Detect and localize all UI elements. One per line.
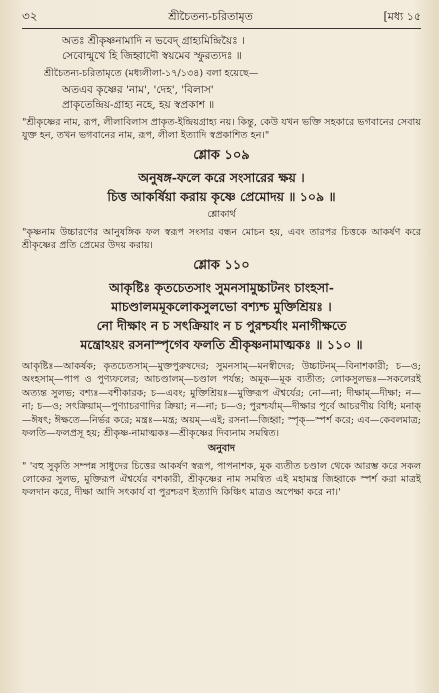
book-title: শ্রীচৈতন্য-চরিতামৃত [168,10,253,23]
sloka-110-label: অনুবাদ [208,443,235,455]
sloka-110-translation: " 'বহু সুকৃতি সম্পন্ন সাধুদের চিত্তের আকর্ষণ স্বরূপ, পাপনাশক, মূক ব্যতীত চণ্ডাল থেকে আরম্ভ করে সকল লোকের সুলভ, মুক্তিরূপ ঐশ্বর্যের বশকারী, শ্রীকৃষ্ণের নাম সমন্বিত এই মহামন্ত্র জিহ্বাকে স্পর্শ করা মাত্রই ফলদান করে, দীক্ষা আদি সৎকার্য বা পুরশ্চরণ ইত্যাদি কিঞ্চিৎ মাত্রও অপেক্ষা করে না।' [22,461,421,499]
quote-line: অতঃ শ্রীকৃষ্ণনামাদি ন ভবেদ্ গ্রাহ্যমিন্দ্রিয়ৈঃ । [62,35,245,47]
sloka-110-line: নো দীক্ষাং ন চ সৎক্রিয়াং ন চ পুরশ্চর্যাং মনাগীক্ষতে [96,318,347,333]
page-number: ৩২ [22,9,38,23]
sloka-109-line: অনুষঙ্গ-ফলে করে সংসারের ক্ষয় । [138,170,305,185]
purport-paragraph: "শ্রীকৃষ্ণের নাম, রূপ, লীলাবিলাস প্রাকৃত-ইন্দ্রিয়গ্রাহ্য নয়। কিন্তু, কেউ যখন ভক্তি সহকারে ভগবানের সেবায় যুক্ত হন, তখন ভগবানের নাম, রূপ, লীলা ইত্যাদি স্বপ্রকাশিত হন।" [22,117,421,141]
word-meanings: আকৃষ্টিঃ—আকর্ষক; কৃতচেতসাম্—মুক্তপুরুষদের; সুমনসাম্—মনস্বীদের; উচ্চাটনম্—বিনাশকারী; চ—ও; অংহসাম্—পাপ ও পুণ্যফলের; আচণ্ডালম্—চণ্ডাল পর্যন্ত; অমূক—মূক ব্যতীত; লোকসুলভঃ—সকলেরই অত্যন্ত সুলভ; বশ্যঃ—বশীকারক; চ—এবং; মুক্তিশ্রিয়ঃ—মুক্তিরূপ ঐশ্বর্যের; নো—না; দীক্ষাম্—দীক্ষা; ন—না; চ—ও; সৎক্রিয়াম্—পুণ্যাচরণাদির ক্রিয়া; ন—না; চ—ও; পুরশ্চর্যাম্—দীক্ষার পূর্বে আচরণীয় বিধি; মনাক্—ঈষৎ; ঈক্ষতে—নির্ভর করে; মন্ত্রঃ—মন্ত্র; অয়ম্—এই; রসনা—জিহ্বা; স্পৃক্—স্পর্শ করে; এব—কেবলমাত্র; ফলতি—ফলপ্রসূ হয়; শ্রীকৃষ্ণ-নামাত্মকঃ—শ্রীকৃষ্ণের দিব্যনাম সমন্বিত। [22,361,421,440]
sloka-110-line: মাচণ্ডালমমূকলোকসুলভো বশ্যশ্চ মুক্তিশ্রিয়ঃ । [111,299,332,314]
sloka-110-line: আকৃষ্টিঃ কৃতচেতসাং সুমনসামুচ্চাটনং চাংহসা- [109,280,334,295]
sloka-109-heading: শ্লোক ১০৯ [193,148,250,163]
page-header [22,8,421,26]
sloka-109-line: চিত্ত আকর্ষিয়া করায় কৃষ্ণে প্রেমোদয় ॥ ১০৯ ॥ [107,189,336,204]
quote-line: সেবোন্মুখে হি জিহ্বাদৌ স্বয়মেব স্ফুরত্যদঃ ॥ [62,50,242,62]
sloka-109-label: শ্লোকার্থ [207,209,236,220]
sloka-110-line: মন্ত্রোঽয়ং রসনাস্পৃগেব ফলতি শ্রীকৃষ্ণনামাত্মকঃ ॥ ১১০ ॥ [80,337,363,352]
header-rule [22,28,421,29]
quote-line: অতএব কৃষ্ণের 'নাম', 'দেহ', 'বিলাস' [62,84,214,96]
reference-line: শ্রীচৈতন্য-চরিতামৃতে (মধ্যলীলা-১৭/১৩৪) বলা হয়েছে— [44,68,259,79]
sloka-109-translation: "কৃষ্ণনাম উচ্চারণের আনুষঙ্গিক ফল স্বরূপ সংসার বন্ধন মোচন হয়, এবং তারপর চিত্তকে আকর্ষণ করে শ্রীকৃষ্ণের প্রতি প্রেমের উদয় করায়। [22,227,421,251]
section-label: [মধ্য ১৫ [383,10,421,23]
sloka-110-heading: শ্লোক ১১০ [193,258,250,273]
quote-line: প্রাকৃতেন্দ্রিয়-গ্রাহ্য নহে, হয় স্বপ্রকাশ ॥ [62,99,215,111]
